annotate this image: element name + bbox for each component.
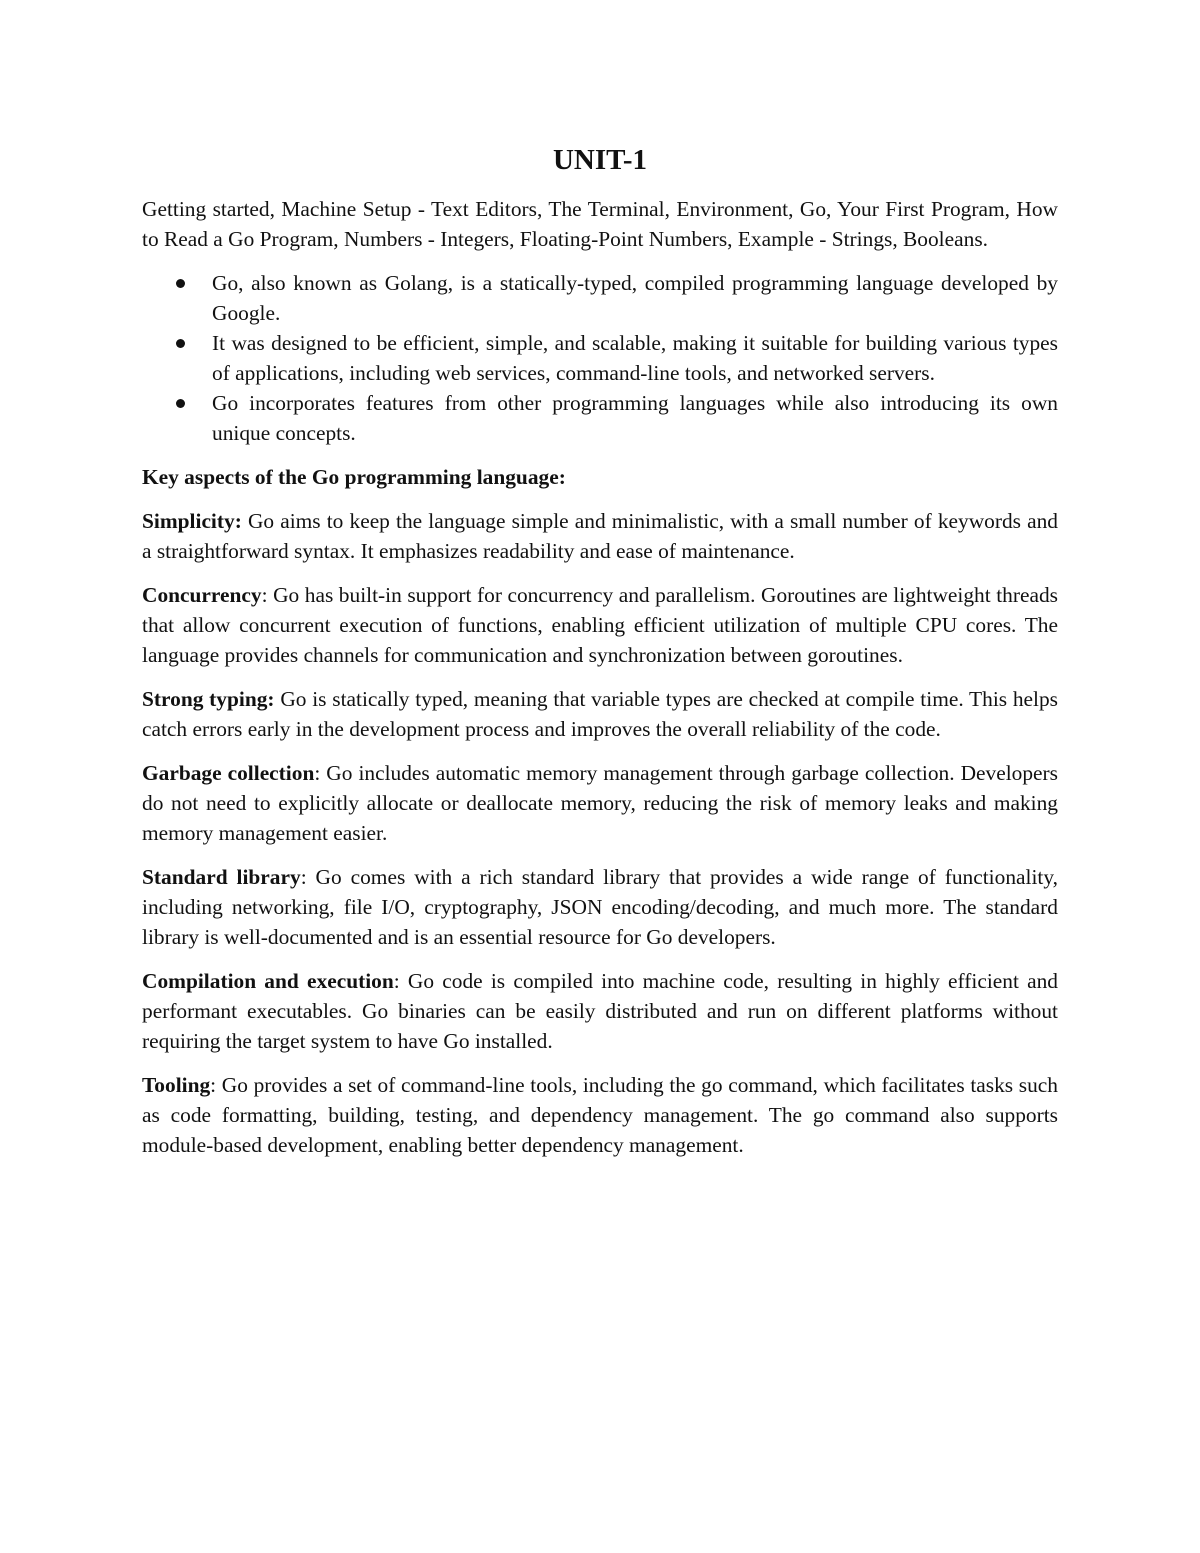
bullet-text: Go incorporates features from other programming languages while also introducing its own unique concepts.: [212, 391, 1058, 445]
aspect-text: Go is statically typed, meaning that variable types are checked at compile time. This helps catch errors early in the development process and improves the overall reliability of the code.: [142, 687, 1059, 741]
bullet-icon: [176, 279, 185, 288]
bullet-list: [142, 268, 1058, 448]
aspect-term: Tooling: [142, 1073, 211, 1097]
aspect-text: : Go comes with a rich standard library that provides a wide range of functionality, including networking, file I/O, cryptography, JSON encoding/decoding, and much more. The standard library is well-documented and is an essential resource for Go developers.: [142, 865, 1058, 949]
bullet-item: [212, 268, 1058, 328]
aspect-term: Compilation and execution: [142, 969, 394, 993]
aspect-tooling: [142, 1070, 1058, 1160]
aspect-garbage-collection: [142, 758, 1058, 848]
bullet-text: Go, also known as Golang, is a statically-typed, compiled programming language developed by Google.: [212, 271, 1058, 325]
aspect-concurrency: [142, 580, 1058, 670]
aspect-simplicity: [142, 506, 1058, 566]
aspect-term: Standard library: [142, 865, 301, 889]
section-heading: Key aspects of the Go programming language:: [142, 465, 566, 489]
page-title: UNIT-1: [552, 144, 647, 176]
aspect-standard-library: [142, 862, 1058, 952]
aspect-term: Concurrency: [142, 583, 262, 607]
bullet-text: It was designed to be efficient, simple, and scalable, making it suitable for building various types of applications, including web services, command-line tools, and networked servers.: [212, 331, 1058, 385]
bullet-item: [212, 388, 1058, 448]
aspect-text: : Go provides a set of command-line tools, including the go command, which facilitates tasks such as code formatting, building, testing, and dependency management. The go command also supports module-based development, enabling better dependency management.: [142, 1073, 1058, 1157]
aspect-text: : Go has built-in support for concurrency and parallelism. Goroutines are lightweight threads that allow concurrent execution of functions, enabling efficient utilization of multiple CPU cores. The language provides channels for communication and synchronization between goroutines.: [142, 583, 1058, 667]
aspect-strong-typing: [142, 684, 1058, 744]
aspect-term: Simplicity:: [142, 509, 242, 533]
aspect-text: : Go code is compiled into machine code, resulting in highly efficient and performant executables. Go binaries can be easily distributed and run on different platforms without requiring the target system to have Go installed.: [142, 969, 1059, 1053]
aspect-term: Garbage collection: [142, 761, 315, 785]
intro-paragraph: Getting started, Machine Setup - Text Editors, The Terminal, Environment, Go, Your First Program, How to Read a Go Program, Numbers - Integers, Floating-Point Numbers, Example - Strings, Booleans.: [142, 197, 1058, 251]
bullet-icon: [176, 399, 185, 408]
aspect-compilation-execution: [142, 966, 1058, 1056]
bullet-item: [212, 328, 1058, 388]
bullet-icon: [176, 339, 185, 348]
aspect-text: : Go includes automatic memory management through garbage collection. Developers do not need to explicitly allocate or deallocate memory, reducing the risk of memory leaks and making memory management easier.: [142, 761, 1058, 845]
aspect-text: Go aims to keep the language simple and minimalistic, with a small number of keywords and a straightforward syntax. It emphasizes readability and ease of maintenance.: [142, 509, 1058, 563]
aspect-term: Strong typing:: [142, 687, 275, 711]
